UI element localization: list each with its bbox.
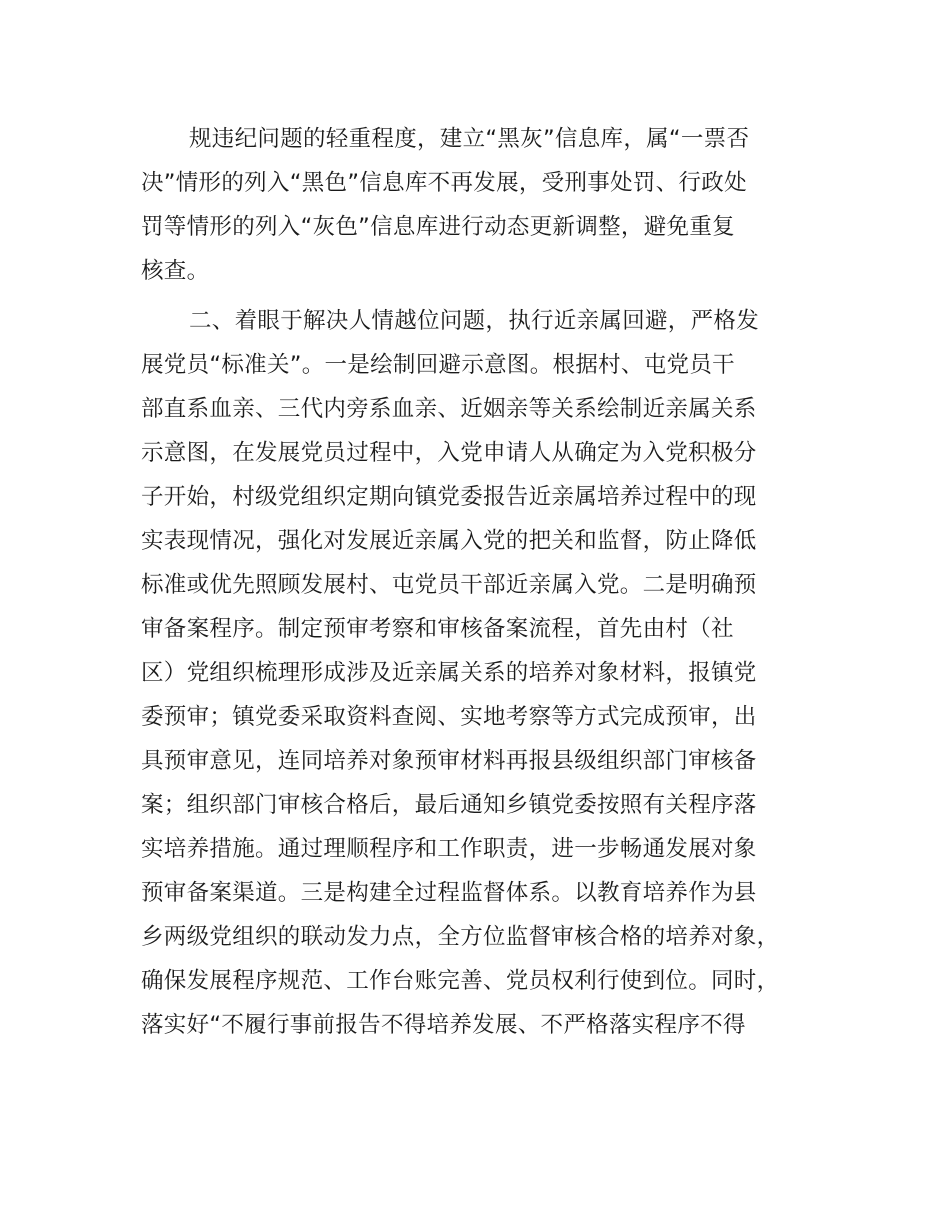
text-line: 确保发展程序规范、工作台账完善、党员权利行使到位。同时， bbox=[141, 968, 780, 994]
text-line: 规违纪问题的轻重程度，建立“黑灰”信息库，属“一票否 bbox=[189, 126, 750, 152]
text-line: 罚等情形的列入“灰色”信息库进行动态更新调整，避免重复 bbox=[141, 214, 735, 240]
text-line: 展党员“标准关”。一是绘制回避示意图。根据村、屯党员干 bbox=[141, 352, 735, 378]
text-line: 具预审意见，连同培养对象预审材料再报县级组织部门审核备 bbox=[141, 748, 757, 774]
text-line: 审备案程序。制定预审考察和审核备案流程，首先由村（社 bbox=[141, 616, 734, 642]
text-line: 实培养措施。通过理顺程序和工作职责，进一步畅通发展对象 bbox=[141, 836, 757, 862]
document-body bbox=[141, 117, 831, 1053]
text-line: 标准或优先照顾发展村、屯党员干部近亲属入党。二是明确预 bbox=[141, 572, 757, 598]
text-line: 委预审；镇党委采取资料查阅、实地考察等方式完成预审，出 bbox=[141, 704, 757, 730]
paragraph-2 bbox=[141, 299, 831, 1047]
text-line: 预审备案渠道。三是构建全过程监督体系。以教育培养作为县 bbox=[141, 880, 757, 906]
text-line: 二、着眼于解决人情越位问题，执行近亲属回避，严格发 bbox=[189, 308, 760, 334]
text-line: 子开始，村级党组织定期向镇党委报告近亲属培养过程中的现 bbox=[141, 484, 757, 510]
paragraph-1 bbox=[141, 117, 831, 293]
text-line: 落实好“不履行事前报告不得培养发展、不严格落实程序不得 bbox=[141, 1012, 746, 1038]
text-line: 示意图，在发展党员过程中，入党申请人从确定为入党积极分 bbox=[141, 440, 757, 466]
text-line: 核查。 bbox=[141, 258, 210, 284]
text-line: 实表现情况，强化对发展近亲属入党的把关和监督，防止降低 bbox=[141, 528, 757, 554]
text-line: 决”情形的列入“黑色”信息库不再发展，受刑事处罚、行政处 bbox=[141, 170, 747, 196]
text-line: 乡两级党组织的联动发力点，全方位监督审核合格的培养对象， bbox=[141, 924, 780, 950]
text-line: 案；组织部门审核合格后，最后通知乡镇党委按照有关程序落 bbox=[141, 792, 757, 818]
text-line: 区）党组织梳理形成涉及近亲属关系的培养对象材料，报镇党 bbox=[141, 660, 757, 686]
text-line: 部直系血亲、三代内旁系血亲、近姻亲等关系绘制近亲属关系 bbox=[141, 396, 757, 422]
